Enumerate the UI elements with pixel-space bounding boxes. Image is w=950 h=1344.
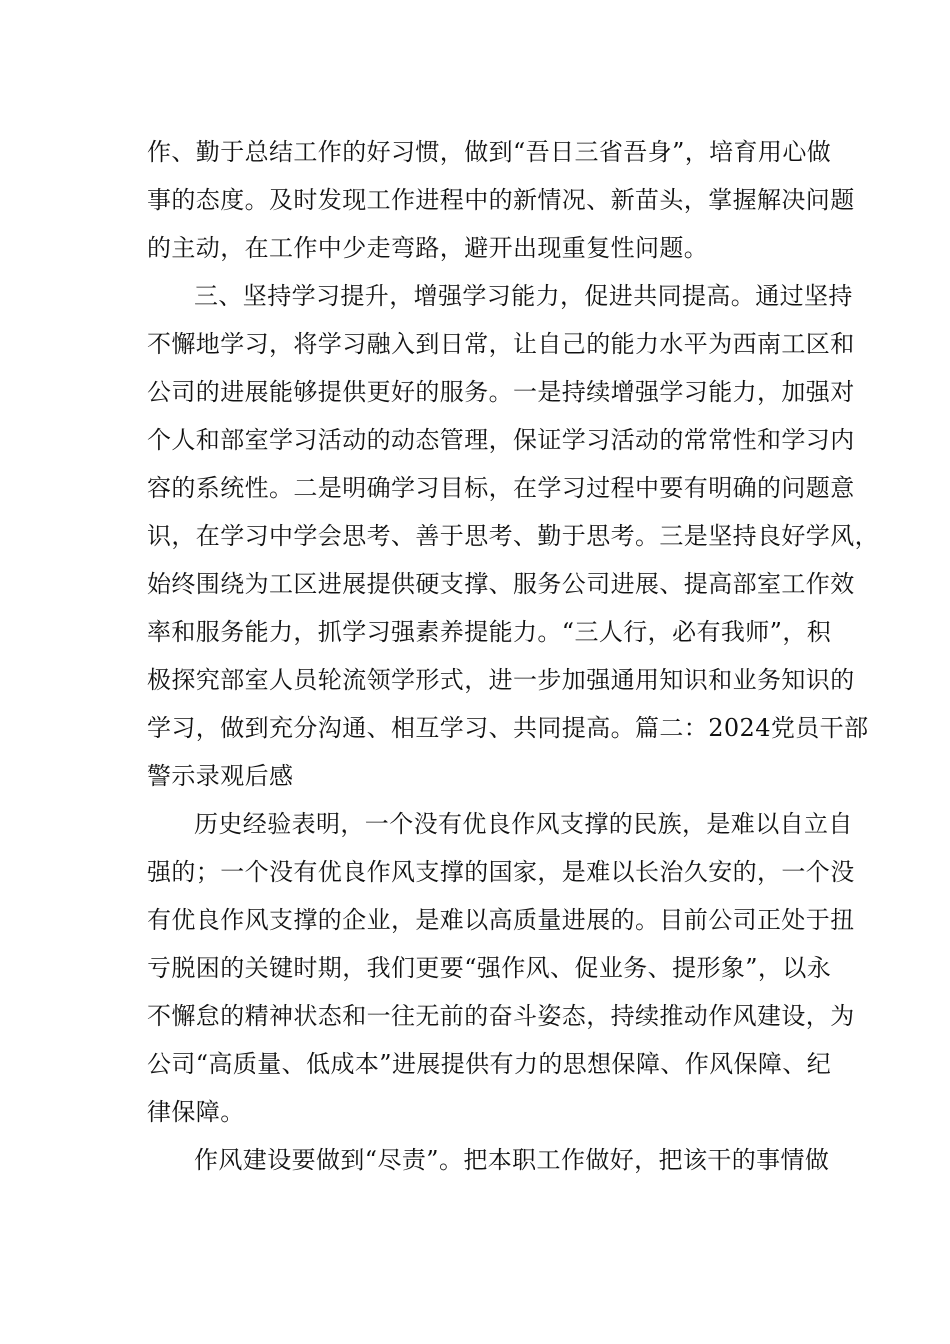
text-line: 律保障。 xyxy=(147,1098,245,1126)
text-line: 亏脱困的关键时期，我们更要“强作风、促业务、提形象”，以永 xyxy=(147,954,832,982)
text-line: 识，在学习中学会思考、善于思考、勤于思考。三是坚持良好学风， xyxy=(147,522,879,550)
paragraph-start-line: 作风建设要做到“尽责”。把本职工作做好，把该干的事情做 xyxy=(194,1146,830,1174)
paragraph-start-line: 三、坚持学习提升，增强学习能力，促进共同提高。通过坚持 xyxy=(194,282,853,310)
text-line: 公司的进展能够提供更好的服务。一是持续增强学习能力，加强对 xyxy=(147,378,855,406)
text-line: 作、勤于总结工作的好习惯，做到“吾日三省吾身”，培育用心做 xyxy=(147,138,832,166)
text-line: 始终围绕为工区进展提供硬支撑、服务公司进展、提高部室工作效 xyxy=(147,570,855,598)
paragraph-start-line: 历史经验表明，一个没有优良作风支撑的民族，是难以自立自 xyxy=(194,810,853,838)
text-line: 公司“高质量、低成本”进展提供有力的思想保障、作风保障、纪 xyxy=(147,1050,832,1078)
text-line: 不懈地学习，将学习融入到日常，让自己的能力水平为西南工区和 xyxy=(147,330,855,358)
text-line: 警示录观后感 xyxy=(147,762,294,790)
text-line: 有优良作风支撑的企业，是难以高质量进展的。目前公司正处于扭 xyxy=(147,906,855,934)
text-line: 不懈怠的精神状态和一往无前的奋斗姿态，持续推动作风建设，为 xyxy=(147,1002,855,1030)
text-line: 率和服务能力，抓学习强素养提能力。“三人行，必有我师”，积 xyxy=(147,618,832,646)
text-line: 学习，做到充分沟通、相互学习、共同提高。篇二：2024党员干部 xyxy=(147,714,869,742)
text-line: 容的系统性。二是明确学习目标，在学习过程中要有明确的问题意 xyxy=(147,474,855,502)
text-line: 强的；一个没有优良作风支撑的国家，是难以长治久安的，一个没 xyxy=(147,858,855,886)
text-line: 事的态度。及时发现工作进程中的新情况、新苗头，掌握解决问题 xyxy=(147,186,855,214)
text-line: 极探究部室人员轮流领学形式，进一步加强通用知识和业务知识的 xyxy=(147,666,855,694)
text-line: 个人和部室学习活动的动态管理，保证学习活动的常常性和学习内 xyxy=(147,426,855,454)
text-line: 的主动，在工作中少走弯路，避开出现重复性问题。 xyxy=(147,234,709,262)
